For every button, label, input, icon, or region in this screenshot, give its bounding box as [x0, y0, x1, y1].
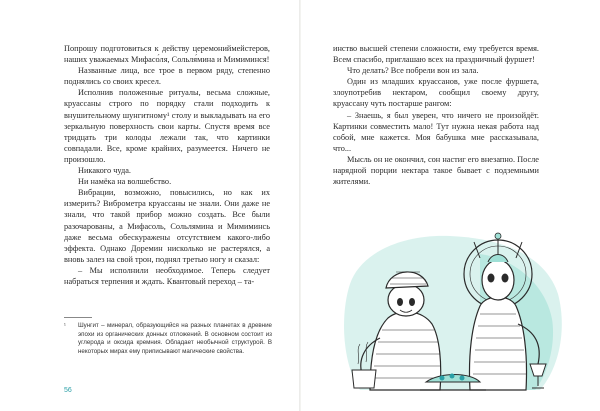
paragraph: Что делать? Все побрели вон из зала.	[347, 66, 479, 76]
footnote-divider	[64, 317, 92, 318]
right-text-column	[333, 43, 539, 187]
left-page	[0, 0, 299, 411]
footnote-text: Шунгит – минерал, образующийся на разных планетах в древние эпохи из органических донных отложений. В основном состоит из углерода и оксида кремния. Обладает необычной структурой. В некоторых мирах ему приписывают магические свойства.	[78, 322, 272, 355]
paragraph: Исполнив положенные ритуалы, весьма сложные, круассаны строго по порядку стали подходить к внушительному шунгитному¹ столу и выкладывать на его зеркальную поверхность свои карты. Спустя время все тридцать три колоды лежали так, что картинки совпадали. Все, кроме крайних, разумеется. Ничего не произошло.	[64, 88, 270, 164]
paragraph: Мысль он не окончил, сон настиг его внезапно. После нарядной порции нектара такое бывает с подземными жителями.	[333, 154, 539, 187]
paragraph: – Знаешь, я был уверен, что ничего не произойдёт. Картинки совместить мало! Тут нужна некая работа над собой, мне кажется. Моя бабушка мне рассказывала, что...	[333, 110, 539, 153]
footnote	[64, 322, 272, 356]
paragraph: Попрошу подготовиться к действу церемониймейстеров, наших уважаемых Мифасо́ля, Сольля́мина и Мимиминся!	[64, 44, 270, 65]
paragraph: Ни намёка на волшебство.	[78, 177, 172, 187]
paragraph: Названные лица, все трое в первом ряду, степенно поднялись со своих кресел.	[64, 66, 270, 87]
paragraph: – Мы исполнили необходимое. Теперь следует набраться терпения и ждать. Квантовый переход – та-	[64, 265, 270, 286]
page-number: 56	[64, 387, 72, 394]
paragraph: Один из младших круассанов, уже после фуршета, злоупотребив нектаром, сообщил своему другу, круассану чуть постарше рангом:	[333, 77, 539, 109]
footnote-marker: ¹	[64, 323, 66, 329]
left-text-column	[64, 43, 270, 287]
paragraph: Никакого чуда.	[78, 166, 131, 176]
characters-illustration	[330, 214, 570, 400]
paragraph: инство высшей степени сложности, ему требуется время. Всем спасибо, приглашаю всех на праздничный фуршет!	[333, 44, 539, 65]
paragraph: Вибрации, возможно, повысились, но как их измерить? Виброметра круассаны не знали. Они даже не знали, что такой прибор можно создать. Все были разочарованы, а Мифасоль, Сольлямина и Мимиминсь даже весьма обескуражены отсутствием какого-либо эффекта. Однако Доремин нисколько не растерялся, а вновь залез на свой трон, поднял третью ногу и сказал:	[64, 188, 270, 264]
